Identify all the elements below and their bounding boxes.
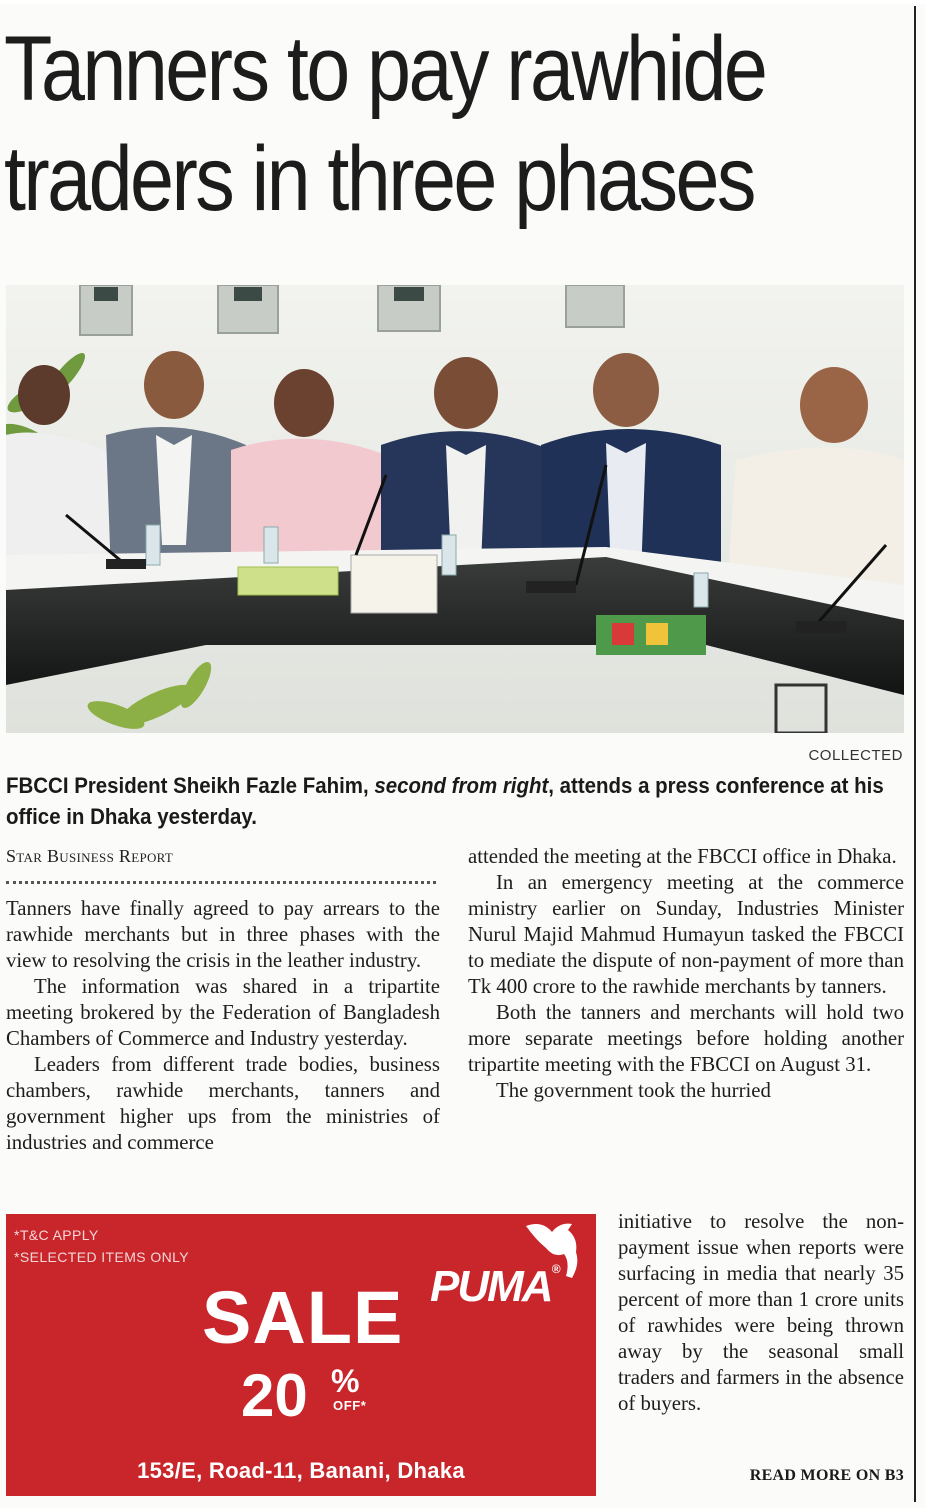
ad-brand-registered-mark: ®: [551, 1262, 559, 1276]
ad-terms-line: *SELECTED ITEMS ONLY: [14, 1249, 190, 1265]
photo-caption: [6, 770, 904, 832]
paragraph: initiative to resolve the non-payment issue when reports were surfacing in media that nearly 35 percent of more than 1 crore units of rawhides were being thrown away by the seasonal small traders and farmers in the absence of buyers.: [618, 1210, 904, 1415]
byline-dotted-rule: [6, 881, 436, 884]
ad-terms: [14, 1224, 189, 1268]
headline-line-2: traders in three phases: [4, 128, 754, 230]
press-conference-illustration: [6, 285, 904, 733]
article-column-1: [6, 896, 440, 1156]
paragraph: The government took the hurried: [496, 1079, 771, 1102]
byline: Star Business Report: [6, 846, 174, 866]
paragraph: Tanners have finally agreed to pay arrears to the rawhide merchants but in three phases with the view to resolving the crisis in the leather industry.: [6, 897, 440, 972]
paragraph: attended the meeting at the FBCCI office in Dhaka.: [468, 845, 897, 868]
ad-brand-name: PUMA: [430, 1262, 552, 1311]
ad-off-label: OFF*: [333, 1398, 367, 1413]
ad-brand: [430, 1262, 558, 1312]
paragraph: Both the tanners and merchants will hold two more separate meetings before holding another tripartite meeting with the FBCCI on August 31.: [468, 1001, 904, 1076]
ad-sale-title: SALE: [202, 1276, 404, 1359]
column-divider-right: [914, 6, 916, 1502]
top-border: [0, 0, 925, 4]
photo-credit: COLLECTED: [808, 747, 903, 764]
article-column-3: [618, 1209, 904, 1417]
ad-terms-line: *T&C APPLY: [14, 1227, 99, 1243]
caption-text-start: FBCCI President Sheikh Fazle Fahim,: [6, 773, 375, 798]
paragraph: Leaders from different trade bodies, business chambers, rawhide merchants, tanners and government higher ups from the ministries of industries and commerce: [6, 1053, 440, 1154]
caption-emphasis: second from right: [374, 773, 549, 798]
paragraph: In an emergency meeting at the commerce ministry earlier on Sunday, Industries Minister Nurul Majid Mahmud Humayun tasked the FBCCI to mediate the dispute of non-payment of more than Tk 400 crore to the rawhide merchants by tanners.: [468, 871, 904, 998]
read-more-link[interactable]: READ MORE ON B3: [749, 1467, 904, 1484]
ad-percent-sign: %: [331, 1363, 360, 1399]
ad-discount-value: 20: [241, 1362, 308, 1429]
puma-sale-advertisement[interactable]: [6, 1214, 596, 1496]
press-conference-photo: [6, 285, 904, 733]
paragraph: The information was shared in a tripartite meeting brokered by the Federation of Bangladesh Chambers of Commerce and Industry yesterday.: [6, 975, 440, 1050]
ad-address: 153/E, Road-11, Banani, Dhaka: [137, 1458, 465, 1483]
headline-line-1: Tanners to pay rawhide: [4, 18, 766, 120]
article-column-2: [468, 844, 904, 1104]
caption-text-end: , attends a press conference at his office in Dhaka yesterday.: [6, 773, 884, 829]
headline: [4, 14, 782, 234]
